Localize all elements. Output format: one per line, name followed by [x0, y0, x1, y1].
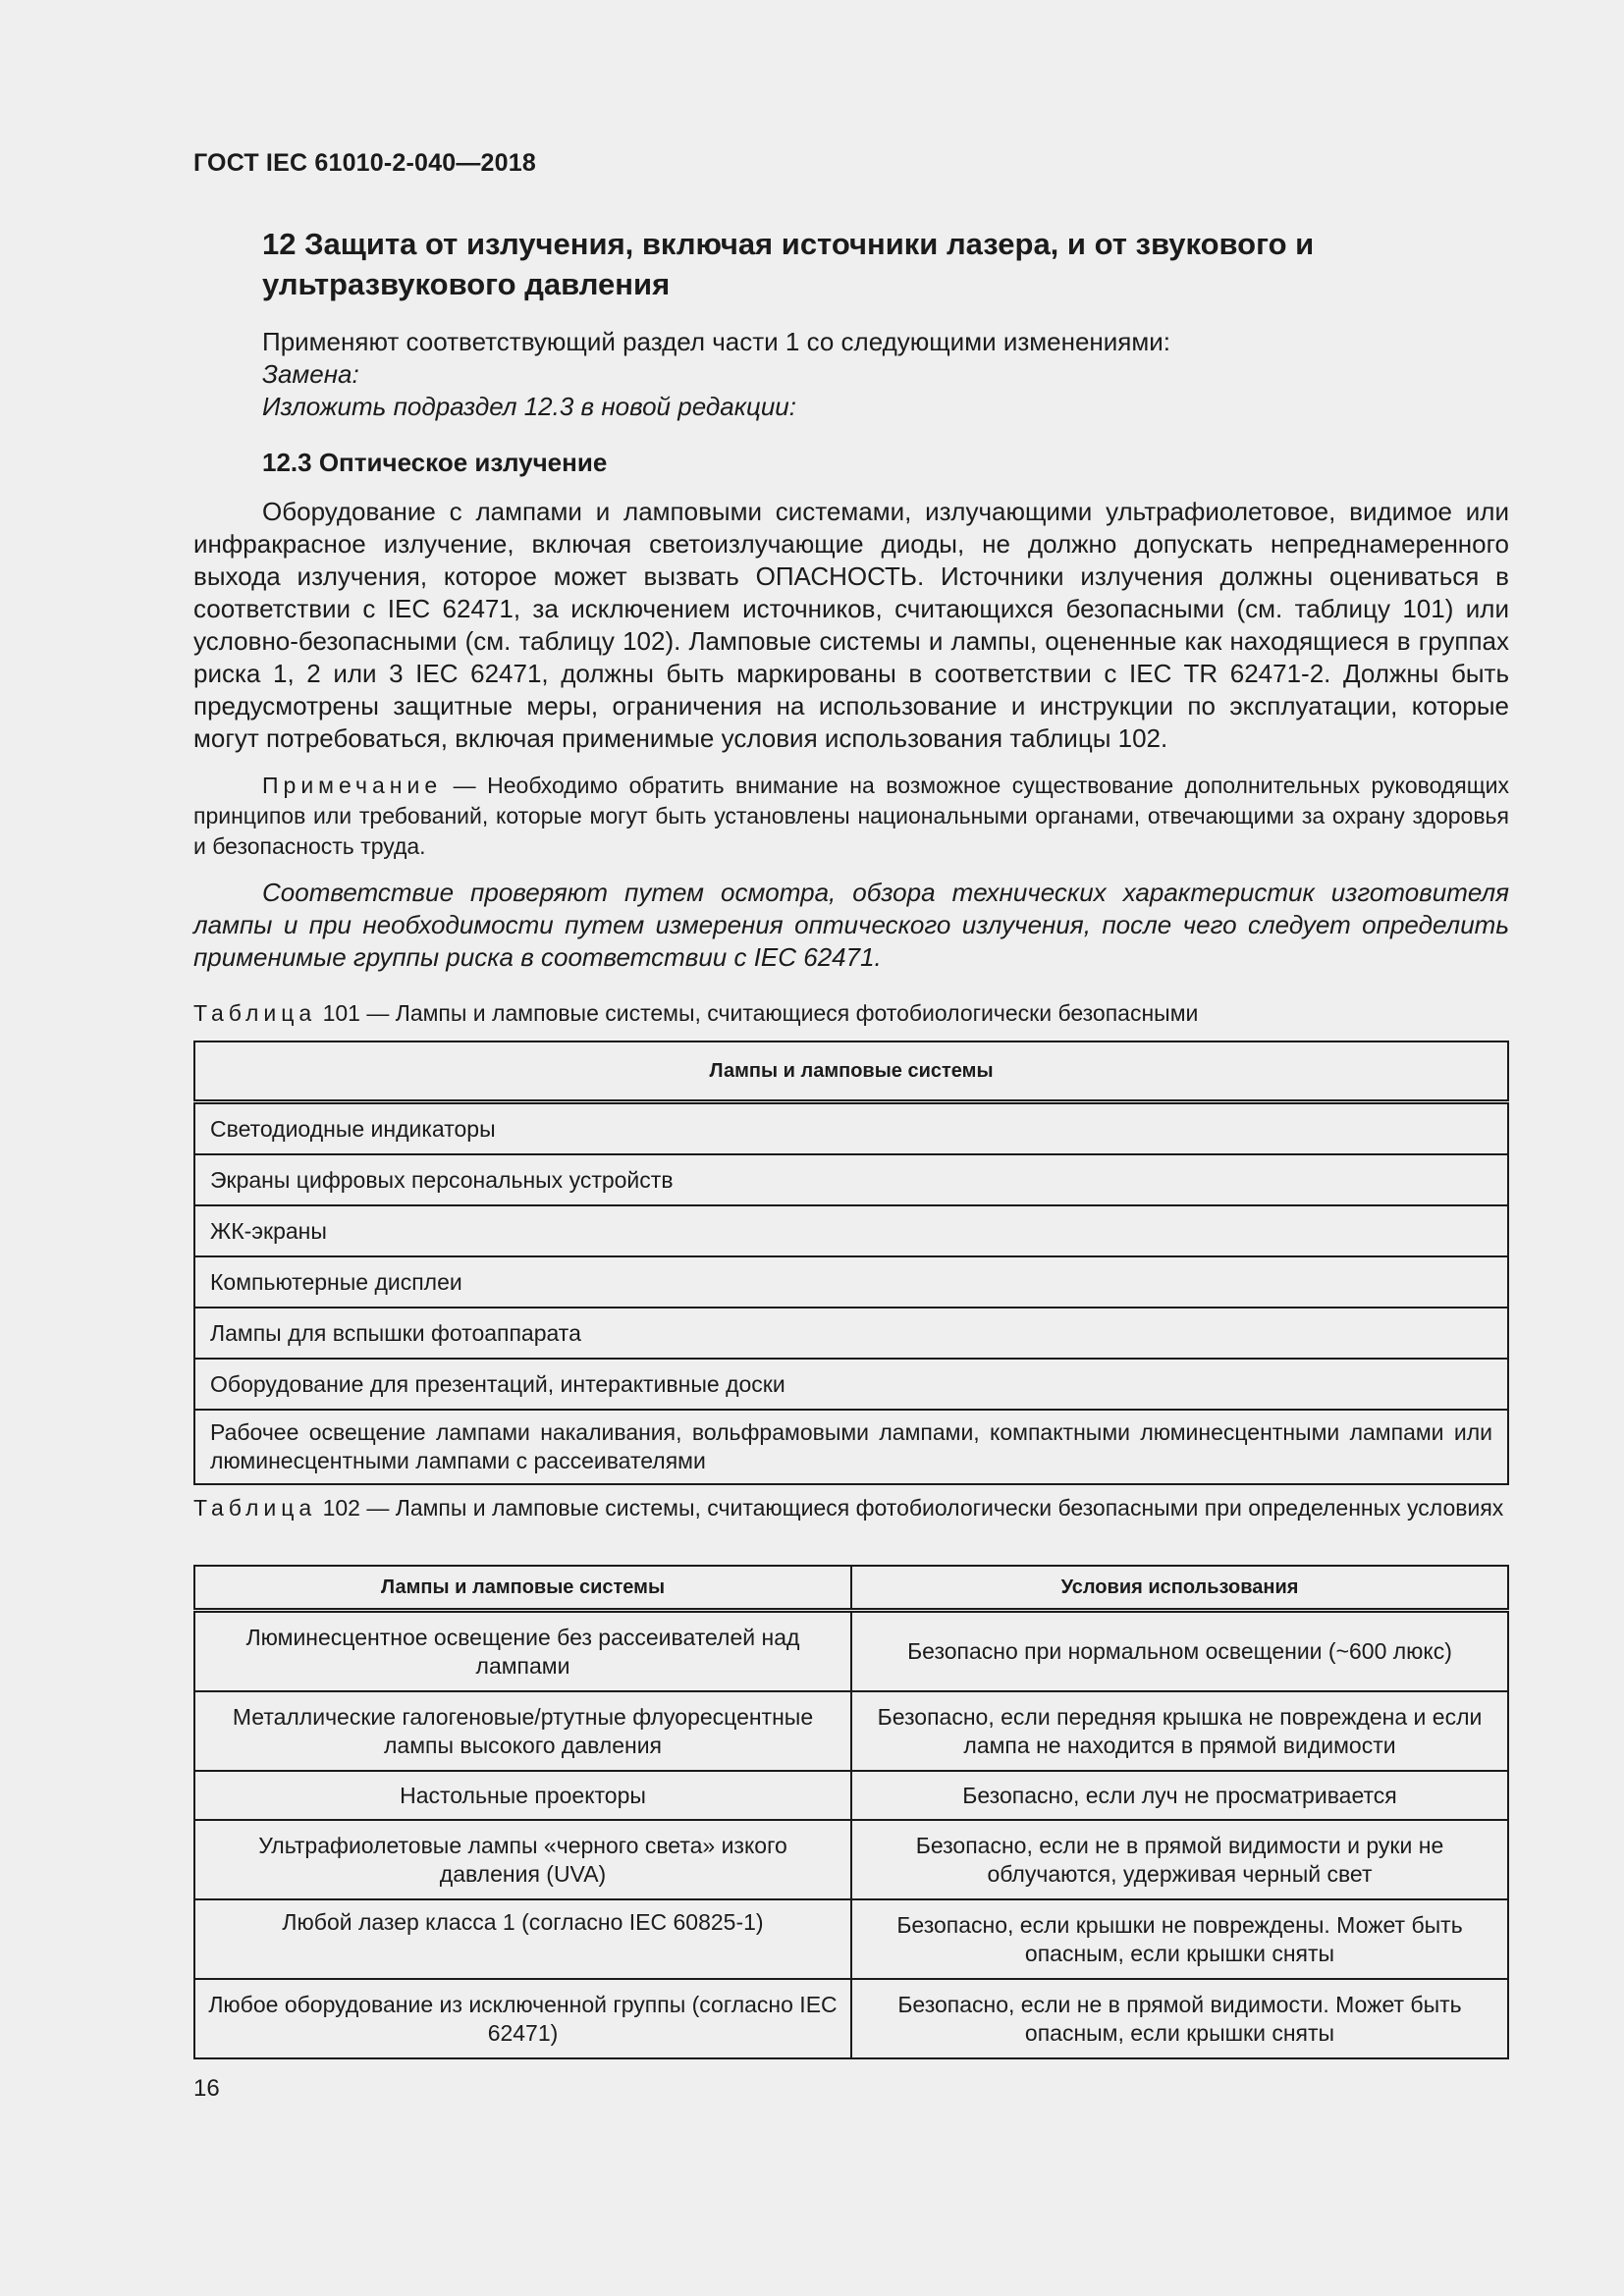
document-code-header: ГОСТ IEC 61010-2-040—2018: [193, 149, 536, 177]
lamp-cell: Металлические галогеновые/ртутные флуоресцентные лампы высокого давления: [194, 1691, 851, 1771]
section-intro: [262, 326, 1509, 423]
table-row: [194, 1691, 1508, 1771]
subsection-12-3-title: 12.3 Оптическое излучение: [262, 448, 608, 477]
table-101-header: Лампы и ламповые системы: [194, 1041, 1508, 1102]
table-101-caption: [193, 998, 1509, 1028]
table-row: [194, 1771, 1508, 1820]
condition-cell: Безопасно, если луч не просматривается: [851, 1771, 1508, 1820]
lamp-cell: Любое оборудование из исключенной группы (согласно IEC 62471): [194, 1979, 851, 2058]
table-cell: Рабочее освещение лампами накаливания, вольфрамовыми лампами, компактными люминесцентными лампами или люминесцентными лампами с рассеивателями: [194, 1410, 1508, 1484]
table-row: [194, 1308, 1508, 1359]
condition-cell: Безопасно при нормальном освещении (~600 люкс): [851, 1611, 1508, 1692]
table-row: [194, 1820, 1508, 1899]
condition-cell: Безопасно, если крышки не повреждены. Может быть опасным, если крышки сняты: [851, 1899, 1508, 1979]
condition-cell: Безопасно, если передняя крышка не повреждена и если лампа не находится в прямой видимости: [851, 1691, 1508, 1771]
compliance-paragraph: Соответствие проверяют путем осмотра, обзора технических характеристик изготовителя лампы и при необходимости путем измерения оптического излучения, после чего следует определить применимые группы риска в соответствии с IEC 62471.: [193, 878, 1509, 972]
table-cell: Оборудование для презентаций, интерактивные доски: [194, 1359, 1508, 1410]
table-102-header-row: [194, 1566, 1508, 1611]
table-row: [194, 1154, 1508, 1205]
table-101-caption-label: Таблица: [193, 1000, 317, 1026]
lamp-cell: Настольные проекторы: [194, 1771, 851, 1820]
note-label: Примечание: [262, 773, 443, 798]
condition-cell: Безопасно, если не в прямой видимости и руки не облучаются, удерживая черный свет: [851, 1820, 1508, 1899]
table-cell: Экраны цифровых персональных устройств: [194, 1154, 1508, 1205]
intro-text: Применяют соответствующий раздел части 1 со следующими изменениями:: [262, 327, 1171, 356]
table-row: [194, 1359, 1508, 1410]
table-102-header-conditions: Условия использования: [851, 1566, 1508, 1611]
table-102-caption-label: Таблица: [193, 1495, 317, 1521]
table-row: [194, 1256, 1508, 1308]
section-title-line-1: 12 Защита от излучения, включая источники лазера, и от звукового и: [262, 227, 1315, 261]
condition-cell: Безопасно, если не в прямой видимости. Может быть опасным, если крышки сняты: [851, 1979, 1508, 2058]
table-102: [193, 1565, 1509, 2059]
lamp-cell: Люминесцентное освещение без рассеивателей над лампами: [194, 1611, 851, 1692]
table-cell: Компьютерные дисплеи: [194, 1256, 1508, 1308]
table-row: [194, 1410, 1508, 1484]
note-text: — Необходимо обратить внимание на возможное существование дополнительных руководящих принципов или требований, которые могут быть установлены национальными органами, отвечающими за охрану здоровья и безопасность труда.: [193, 773, 1509, 859]
table-102-caption: [193, 1493, 1509, 1522]
table-row: [194, 1611, 1508, 1692]
note-paragraph: [193, 771, 1509, 862]
table-row: [194, 1205, 1508, 1256]
table-row: [194, 1102, 1508, 1155]
table-102-caption-text: 102 — Лампы и ламповые системы, считающиеся фотобиологически безопасными при определенных условиях: [316, 1495, 1504, 1521]
lamp-cell: Ультрафиолетовые лампы «черного света» изкого давления (UVA): [194, 1820, 851, 1899]
section-title-line-2: ультразвукового давления: [262, 267, 671, 301]
page-number: 16: [193, 2075, 220, 2102]
table-row: [194, 1899, 1508, 1979]
table-cell: Светодиодные индикаторы: [194, 1102, 1508, 1155]
replace-label: Замена:: [262, 359, 359, 389]
table-cell: Лампы для вспышки фотоаппарата: [194, 1308, 1508, 1359]
optical-radiation-paragraph: Оборудование с лампами и ламповыми системами, излучающими ультрафиолетовое, видимое или инфракрасное излучение, включая светоизлучающие диоды, не должно допускать непреднамеренного выхода излучения, которое может вызвать ОПАСНОСТЬ. Источники излучения должны оцениваться в соответствии с IEC 62471, за исключением источников, считающихся безопасными (см. таблицу 101) или условно-безопасными (см. таблицу 102). Ламповые системы и лампы, оцененные как находящиеся в группах риска 1, 2 или 3 IEC 62471, должны быть маркированы в соответствии с IEC TR 62471-2. Должны быть предусмотрены защитные меры, ограничения на использование и инструкции по эксплуатации, которые могут потребоваться, включая применимые условия использования таблицы 102.: [193, 497, 1509, 753]
table-101-header-row: [194, 1041, 1508, 1102]
table-row: [194, 1979, 1508, 2058]
table-102-header-lamps: Лампы и ламповые системы: [194, 1566, 851, 1611]
replace-text: Изложить подраздел 12.3 в новой редакции:: [262, 392, 796, 421]
lamp-cell: Любой лазер класса 1 (согласно IEC 60825-1): [194, 1899, 851, 1979]
section-12-title: [262, 224, 1509, 304]
table-101: [193, 1041, 1509, 1485]
table-101-caption-text: 101 — Лампы и ламповые системы, считающиеся фотобиологически безопасными: [316, 1000, 1199, 1026]
table-cell: ЖК-экраны: [194, 1205, 1508, 1256]
